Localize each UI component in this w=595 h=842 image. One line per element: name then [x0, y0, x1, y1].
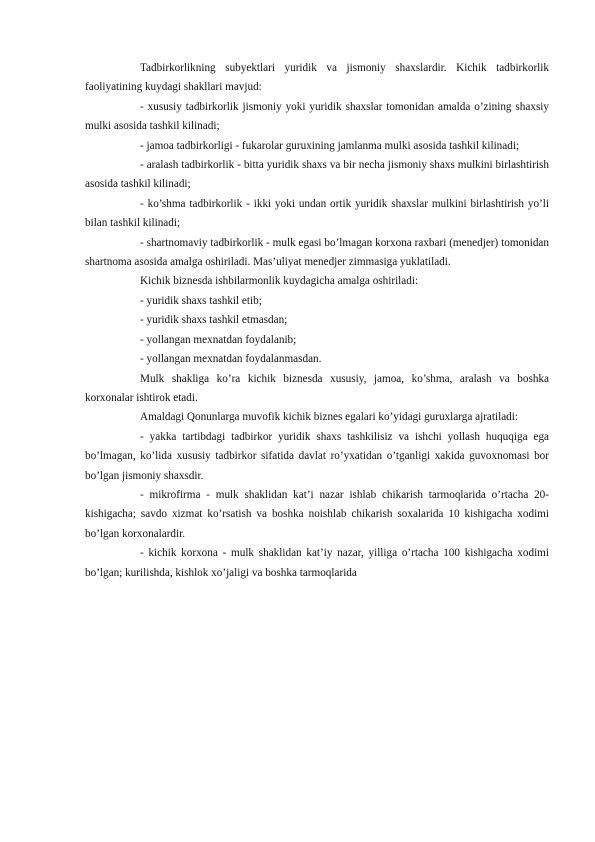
paragraph-business-methods-intro: Kichik biznesda ishbilarmonlik kuydagicha amalga oshiriladi: [140, 275, 419, 288]
paragraph-contractual-entrepreneurship: - shartnomaviy tadbirkorlik - mulk egasi bo’lmagan korxona raxbari (menedjer) tomonidan shartnoma asosida amalga oshiriladi. Mas’uliyat menedjer zimmasiga yuklatiladi. [85, 236, 549, 269]
paragraph-collective-entrepreneurship: - jamoa tadbirkorligi - fukarolar guruxining jamlanma mulki asosida tashkil kilinadi; [140, 139, 520, 152]
paragraph-ownership-forms: Mulk shakliga ko’ra kichik biznesda xususiy, jamoa, ko’shma, aralash va boshka korxonalar ishtirok etadi. [85, 372, 549, 404]
paragraph-mixed-entrepreneurship: - aralash tadbirkorlik - bitta yuridik shaxs va bir necha jismoniy shaxs mulkini birlashtirish asosida tashkil kilinadi; [85, 159, 549, 191]
list-item-hired-labor: - yollangan mexnatdan foydalanib; [140, 333, 297, 346]
paragraph-legal-groups-intro: Amaldagi Qonunlarga muvofik kichik biznes egalari ko’yidagi guruxlarga ajratiladi: [140, 411, 518, 424]
list-item-no-hired-labor: - yollangan mexnatdan foydalanmasdan. [140, 353, 322, 366]
paragraph-private-entrepreneurship: - xususiy tadbirkorlik jismoniy yoki yuridik shaxslar tomonidan amalda o’zining shaxsiy mulki asosida tashkil kilinadi; [85, 100, 549, 133]
paragraph-microfirm: - mikrofirma - mulk shaklidan kat’i nazar ishlab chikarish tarmoqlarida o’rtacha 20-kishigacha; savdo xizmat ko’rsatish va boshka noishlab chikarish soxalarida 10 kishigacha xodimi bo’lgan korxonalardir. [85, 488, 549, 540]
list-item-with-legal-entity: - yuridik shaxs tashkil etib; [140, 294, 262, 307]
document-body [85, 59, 549, 583]
paragraph-sole-proprietor: - yakka tartibdagi tadbirkor yuridik shaxs tashkilisiz va ishchi yollash huquqiga ega bo’lmagan, ko’lida xususiy tadbirkor sifatida davlat ro’yxatidan o’tganligi xakida guvoxnomasi bor bo’lgan jismoniy shaxsdir. [85, 430, 549, 482]
paragraph-small-enterprise: - kichik korxona - mulk shaklidan kat’iy nazar, yilliga o’rtacha 100 kishigacha xodimi bo’lgan; kurilishda, kishlok xo’jaligi va boshka tarmoqlarida [85, 547, 549, 579]
paragraph-joint-entrepreneurship: - ko’shma tadbirkorlik - ikki yoki undan ortik yuridik shaxslar mulkini birlashtirish yo’li bilan tashkil kilinadi; [85, 197, 549, 230]
paragraph-subjects: Tadbirkorlikning subyektlari yuridik va jismoniy shaxslardir. Kichik tadbirkorlik faoliyatining kuydagi shakllari mavjud: [85, 62, 549, 94]
list-item-without-legal-entity: - yuridik shaxs tashkil etmasdan; [140, 314, 288, 327]
